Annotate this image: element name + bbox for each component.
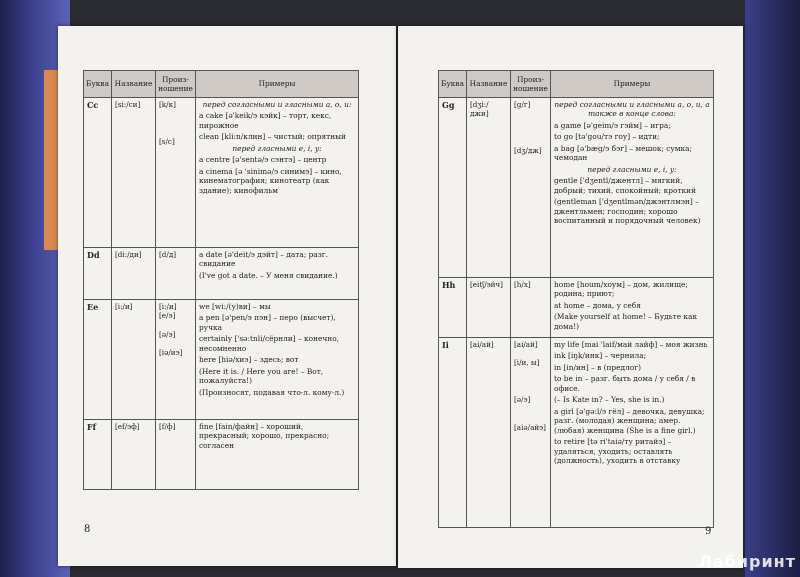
example-line: a date [ə'deit/э дэйт] – дата; разг. свидание xyxy=(199,250,328,269)
examples-cell xyxy=(551,98,714,278)
pronunciation-item: [g/г] xyxy=(514,100,531,109)
example-line: перед гласными e, i, y: xyxy=(587,164,677,174)
pronunciation-cell xyxy=(156,248,196,300)
pronunciation-item xyxy=(514,109,547,118)
pronunciation-item xyxy=(514,368,547,377)
example-line: (– Is Kate in? – Yes, she is in.) xyxy=(554,395,665,405)
pronunciation-item xyxy=(514,349,547,358)
pronunciation-item: [f/ф] xyxy=(159,422,176,431)
letter-cell: Dd xyxy=(84,248,112,300)
column-header: Название xyxy=(467,71,511,98)
example-line: ink [iŋk/инк] – чернила; xyxy=(554,351,647,361)
example-line: a bag [ə'bæg/э бэг] – мешок; сумка; чемодан xyxy=(554,143,693,163)
pronunciation-item: [d/д] xyxy=(159,250,177,259)
letter-row xyxy=(439,338,714,528)
letter-cell: Gg xyxy=(439,98,467,278)
column-header: Примеры xyxy=(551,71,714,98)
letter-cell: Cc xyxy=(84,98,112,248)
example-line: a centre [ə'sentə/э сэнтэ] – центр xyxy=(199,155,327,165)
pronunciation-item: [ai/ай] xyxy=(514,340,538,349)
pronunciation-item xyxy=(159,320,192,329)
column-header: Произ-ношение xyxy=(511,71,551,98)
pronunciation-item: [dʒ/дж] xyxy=(514,146,542,156)
example-line: a cake [ə'keik/э кэйк] – торт, кекс, пирожное xyxy=(199,111,332,130)
example-line: here [hiə/хиэ] – здесь; вот xyxy=(199,355,299,365)
name-cell: [si:/си] xyxy=(112,98,156,248)
example-line: fine [fain/файн] – хороший, прекрасный; хорошо, прекрасно; согласен xyxy=(199,422,330,450)
example-line: to be in – разг. быть дома / у себя / в офисе. xyxy=(554,374,696,393)
pronunciation-item: [h/х] xyxy=(514,280,531,289)
pronunciation-item xyxy=(514,118,547,127)
pronunciation-item: [aiə/айэ] xyxy=(514,422,546,432)
example-line: (gentleman ['dʒentlmən/джэнтлмэн] – джентльмен; господин; хорошо воспитанный и порядочный человек) xyxy=(554,197,701,226)
examples-cell xyxy=(196,98,359,248)
example-line: (I've got a date. – У меня свидание.) xyxy=(199,270,338,280)
example-line: (Here it is. / Here you are! – Вот, пожалуйста!) xyxy=(199,366,324,386)
pronunciation-item xyxy=(159,118,192,127)
example-line: a game [ə'geim/э гэйм] – игра; xyxy=(554,120,671,130)
pronunciation-cell xyxy=(511,98,551,278)
column-header: Примеры xyxy=(196,71,359,98)
letter-cell: Ee xyxy=(84,300,112,420)
name-cell: [ef/эф] xyxy=(112,420,156,490)
table-header xyxy=(439,71,714,98)
alphabet-table-right xyxy=(438,70,714,528)
pronunciation-item: [ə/э] xyxy=(159,329,176,339)
pronunciation-item xyxy=(514,414,547,423)
letter-row xyxy=(84,300,359,420)
letter-row xyxy=(439,98,714,278)
name-cell: [ai/ай] xyxy=(467,338,511,528)
name-cell: [eitʃ/эйч] xyxy=(467,278,511,338)
example-line: a pen [ə'pen/э пэн] – перо (высчет), ручка xyxy=(199,313,336,332)
table-header xyxy=(84,71,359,98)
pronunciation-cell xyxy=(156,300,196,420)
pronunciation-item: [e/э] xyxy=(159,311,176,321)
pronunciation-item xyxy=(514,377,547,386)
letter-cell: Ff xyxy=(84,420,112,490)
example-line: we [wi:/(у)ви] – мы xyxy=(199,302,271,311)
pronunciation-item: [i/и, ы] xyxy=(514,358,540,368)
letter-row xyxy=(84,98,359,248)
pronunciation-item xyxy=(159,128,192,137)
pronunciation-item: [k/к] xyxy=(159,100,176,109)
pronunciation-item xyxy=(514,405,547,414)
letter-cell: Hh xyxy=(439,278,467,338)
example-line: gentle ['dʒentl/джентл] – мягкий, добрый; тихий, спокойный; кроткий xyxy=(554,176,697,195)
column-header: Произ-ношение xyxy=(156,71,196,98)
example-line: перед согласными и гласными a, o, u, а также в конце слова: xyxy=(554,100,710,119)
examples-cell xyxy=(196,420,359,490)
example-line: перед согласными и гласными a, o, u: xyxy=(202,100,352,109)
pronunciation-item xyxy=(159,109,192,118)
right-page xyxy=(398,26,743,568)
column-header: Название xyxy=(112,71,156,98)
letter-row xyxy=(439,278,714,338)
pronunciation-item: [ə/э] xyxy=(514,395,531,405)
alphabet-table-left xyxy=(83,70,359,490)
pronunciation-cell xyxy=(156,98,196,248)
example-line: a girl [ə'gə:l/э гёл] – девочка, девушка; разг. (молодая) женщина; амер. (любая) женщина (She is a fine girl.) xyxy=(554,406,705,435)
examples-cell xyxy=(196,248,359,300)
name-cell: [dʒi:/джи] xyxy=(467,98,511,278)
pronunciation-item xyxy=(159,339,192,348)
examples-cell xyxy=(551,338,714,528)
pronunciation-cell xyxy=(511,338,551,528)
book-cover-right xyxy=(745,0,800,577)
page-number: 8 xyxy=(84,524,91,535)
letter-cell: Ii xyxy=(439,338,467,528)
pronunciation-item xyxy=(514,128,547,137)
example-line: to retire [tə ri'taiə/ту ритайэ] – удаляться, уходить; оставлять (должность), уходить в отставку xyxy=(554,437,681,466)
pronunciation-item xyxy=(514,386,547,395)
example-line: (Make yourself at home! – Будьте как дома!) xyxy=(554,312,698,331)
examples-cell xyxy=(196,300,359,420)
example-line: in [in/ин] – в (предлог) xyxy=(554,362,641,372)
example-line: my life [mai 'laif/май лайф] – моя жизнь xyxy=(554,340,708,349)
example-line: a cinema [ə 'sinimə/э синимэ] – кино, кинематография; кинотеатр (как здание); кинофильм xyxy=(199,166,342,195)
pronunciation-item xyxy=(514,137,547,146)
column-header: Буква xyxy=(439,71,467,98)
left-page xyxy=(58,26,396,566)
example-line: перед гласными e, i, y: xyxy=(232,143,322,153)
example-line: clean [kli:n/клин] – чистый; опрятный xyxy=(199,132,346,142)
column-header: Буква xyxy=(84,71,112,98)
example-line: home [houm/хоум] – дом, жилище; родина; приют; xyxy=(554,280,688,299)
letter-row xyxy=(84,420,359,490)
table-body xyxy=(84,98,359,490)
pronunciation-cell xyxy=(156,420,196,490)
example-line: certainly ['sə:tnli/сёрнли] – конечно, несомненно xyxy=(199,334,339,353)
pronunciation-cell xyxy=(511,278,551,338)
example-line: to go [tə'gou/тэ гоу] – идти; xyxy=(554,132,660,142)
example-line: (Произносят, подавая что-л. кому-л.) xyxy=(199,387,345,397)
pronunciation-item: [iə/иэ] xyxy=(159,348,183,358)
letter-row xyxy=(84,248,359,300)
name-cell: [di:/ди] xyxy=(112,248,156,300)
page-number: 9 xyxy=(705,526,712,537)
pronunciation-item: [s/c] xyxy=(159,136,175,146)
table-body xyxy=(439,98,714,528)
example-line: at home – дома, у себя xyxy=(554,300,641,310)
name-cell: [i:/и] xyxy=(112,300,156,420)
watermark-logo: Лабиринт xyxy=(698,552,796,571)
pronunciation-item: [i:/и] xyxy=(159,302,177,311)
examples-cell xyxy=(551,278,714,338)
